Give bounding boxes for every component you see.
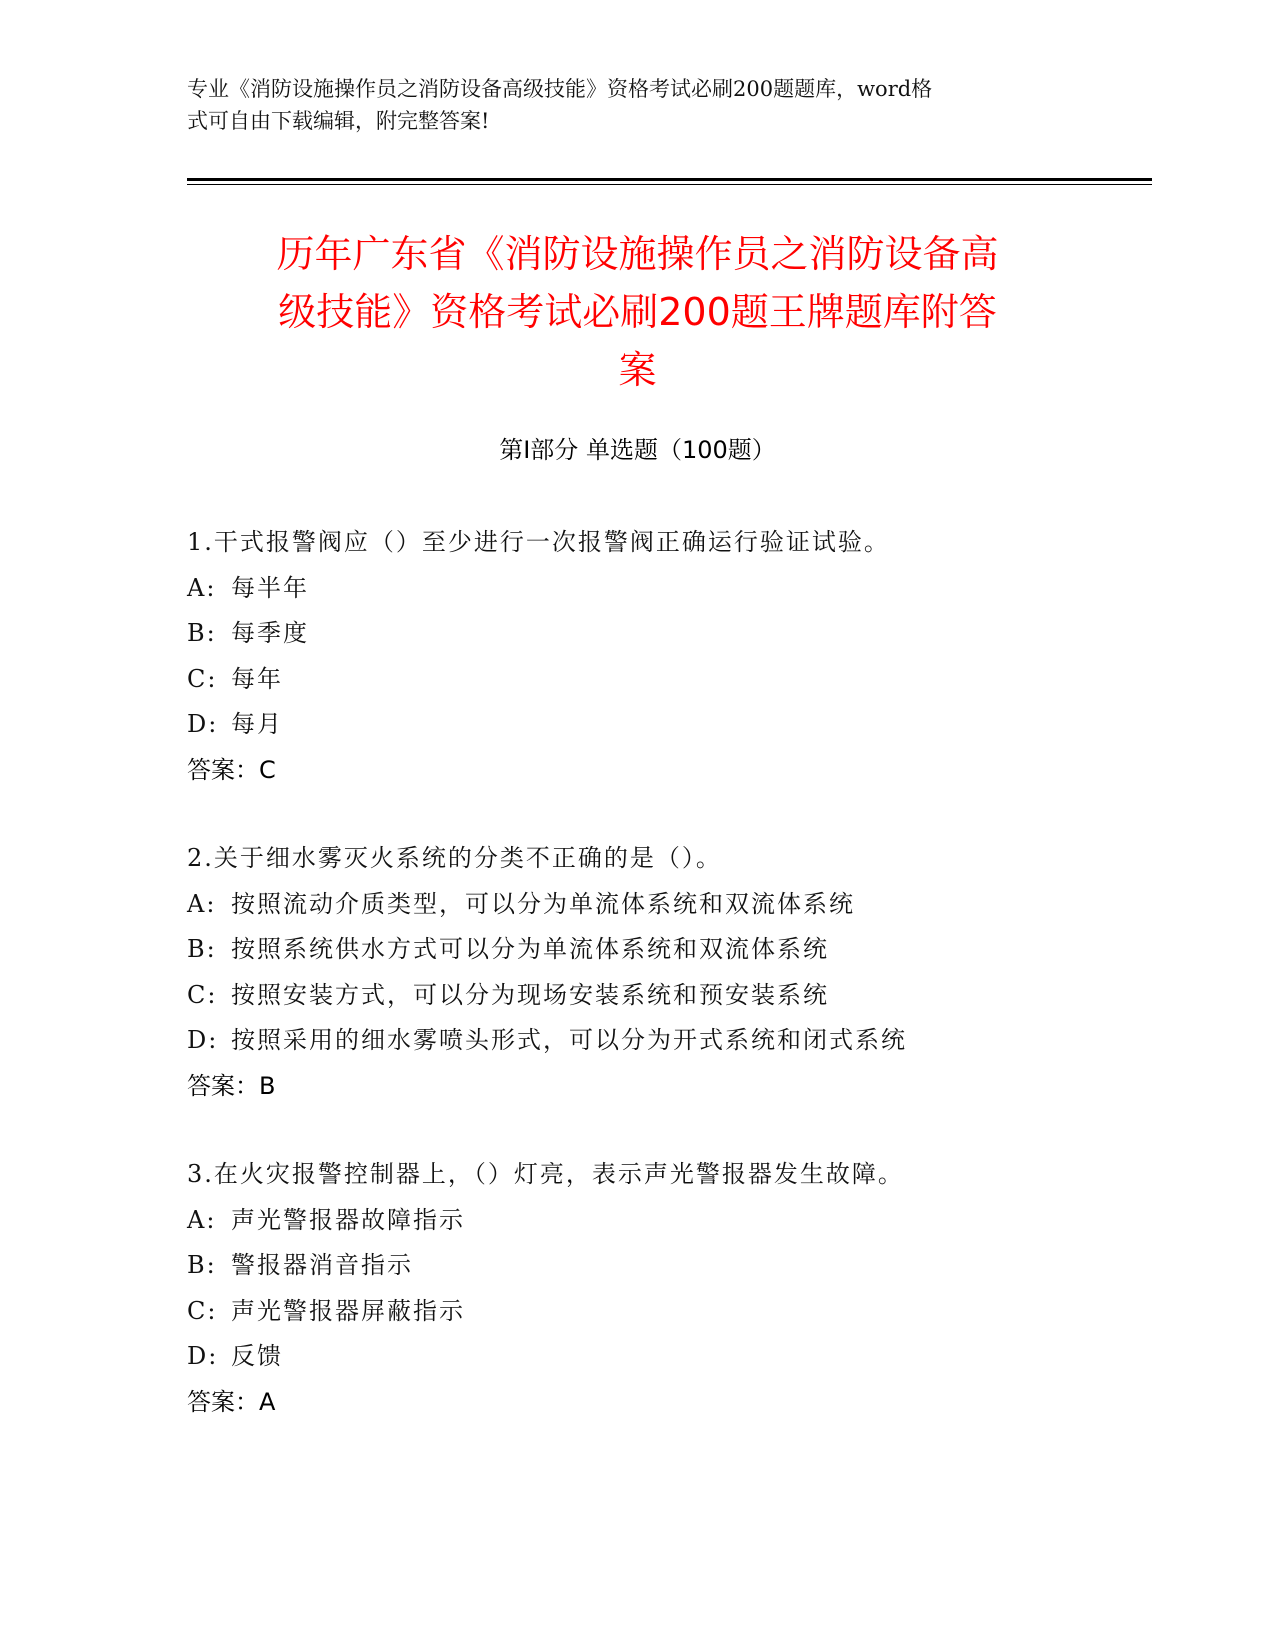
- document-title-line-1: 历年广东省《消防设施操作员之消防设备高: [276, 232, 999, 276]
- answer-line: 答案：A: [187, 1387, 276, 1416]
- document-title: [187, 225, 1088, 399]
- option-d: [187, 1334, 1137, 1380]
- question-stem: 1.干式报警阀应（）至少进行一次报警阀正确运行验证试验。: [187, 528, 890, 556]
- option-letter: D:: [187, 1342, 219, 1370]
- option-text: 按照流动介质类型，可以分为单流体系统和双流体系统: [231, 889, 855, 918]
- header-note-line-2: 式可自由下载编辑，附完整答案!: [187, 109, 490, 133]
- document-title-line-2: 级技能》资格考试必刷200题王牌题库附答: [278, 290, 997, 334]
- option-text: 每月: [231, 710, 283, 738]
- option-c: [187, 657, 1137, 703]
- option-text: 声光警报器屏蔽指示: [231, 1296, 465, 1325]
- option-letter: C:: [187, 1296, 218, 1325]
- document-title-line-3: 案: [618, 348, 657, 392]
- header-rule-thick: [187, 178, 1152, 181]
- option-text: 每年: [231, 664, 283, 693]
- option-letter: C:: [187, 980, 218, 1009]
- header-rule-thin: [187, 184, 1152, 185]
- answer-line: 答案：C: [187, 755, 276, 784]
- option-a: [187, 566, 1137, 612]
- option-b: [187, 927, 1137, 973]
- option-text: 按照安装方式，可以分为现场安装系统和预安装系统: [231, 980, 829, 1009]
- option-text: 声光警报器故障指示: [231, 1205, 465, 1234]
- option-letter: A:: [187, 889, 217, 918]
- option-text: 每半年: [231, 573, 309, 602]
- option-letter: A:: [187, 573, 217, 602]
- question-stem: 2.关于细水雾灭火系统的分类不正确的是（）。: [187, 844, 722, 872]
- option-a: [187, 1198, 1137, 1244]
- section-title: 第Ⅰ部分 单选题（100题）: [499, 436, 776, 464]
- option-a: [187, 882, 1137, 928]
- option-text: 按照采用的细水雾喷头形式，可以分为开式系统和闭式系统: [231, 1026, 907, 1054]
- option-letter: D:: [187, 1026, 219, 1054]
- option-letter: B:: [187, 1251, 217, 1279]
- option-letter: B:: [187, 619, 217, 647]
- option-text: 按照系统供水方式可以分为单流体系统和双流体系统: [231, 935, 829, 963]
- option-letter: D:: [187, 710, 219, 738]
- option-letter: A:: [187, 1205, 217, 1234]
- option-text: 反馈: [231, 1342, 283, 1370]
- option-c: [187, 1289, 1137, 1335]
- option-d: [187, 702, 1137, 748]
- option-letter: B:: [187, 935, 217, 963]
- header-note-line-1: 专业《消防设施操作员之消防设备高级技能》资格考试必刷200题题库，word格: [187, 77, 933, 101]
- option-text: 警报器消音指示: [231, 1251, 413, 1279]
- option-text: 每季度: [231, 619, 309, 647]
- question-3: [187, 1152, 1137, 1425]
- option-d: [187, 1018, 1137, 1064]
- question-2: [187, 836, 1137, 1109]
- question-stem: 3.在火灾报警控制器上，（）灯亮，表示声光警报器发生故障。: [187, 1160, 904, 1188]
- option-b: [187, 1243, 1137, 1289]
- option-b: [187, 611, 1137, 657]
- option-c: [187, 973, 1137, 1019]
- answer-line: 答案：B: [187, 1071, 276, 1100]
- header-note: [187, 73, 1087, 137]
- question-1: [187, 520, 1137, 793]
- option-letter: C:: [187, 664, 218, 693]
